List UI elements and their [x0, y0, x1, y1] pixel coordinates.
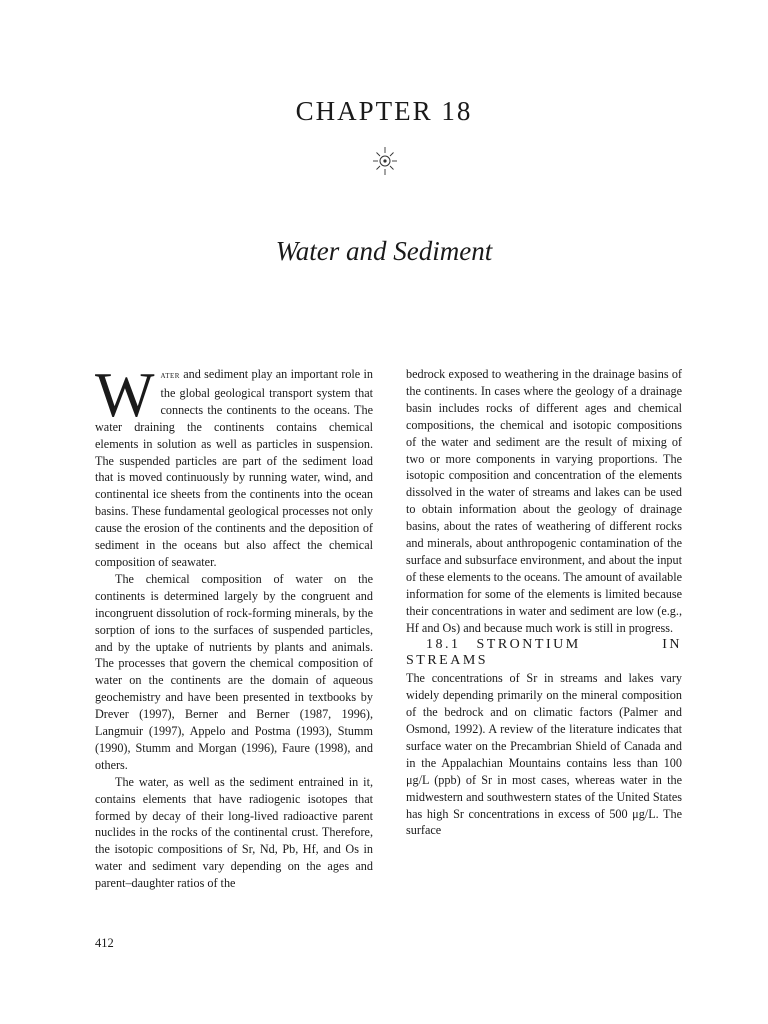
section-number: 18.1	[426, 636, 461, 652]
right-column	[406, 366, 682, 839]
drop-cap: W	[95, 360, 155, 430]
paragraph-text: and sediment play an important role in the global geological transport system that connects the continents to the oceans. The water draining the continents contains chemical elements in solution as well as particles in suspension. The suspended particles are part of the sediment load that is moved continuously by running water, wind, and continental ice sheets from the continents into the ocean basins. These fundamental geological processes not only cause the erosion of the continents and the deposition of sediment in the oceans but also affect the chemical composition of seawater.	[95, 367, 373, 569]
chapter-title: Water and Sediment	[275, 236, 493, 266]
section-heading	[406, 637, 682, 671]
intro-paragraph	[95, 360, 373, 571]
chapter-number: CHAPTER 18	[295, 96, 473, 126]
section-title: STRONTIUM IN STREAMS	[406, 636, 682, 669]
page-number: 412	[95, 936, 114, 950]
left-column	[95, 360, 373, 892]
continued-paragraph: bedrock exposed to weathering in the drainage basins of the continents. In cases where the geology of a drainage basin includes rocks of different ages and chemical compositions, the chemical and isotopic compositions of the water and sediment are the result of mixing of two or more components in varying proportions. The isotopic composition and concentration of the elements dissolved in the water of streams and lakes can be used to obtain information about the geology of drainage basins, about the rates of weathering of different rocks and minerals, about anthropogenic contamination of the surface and subsurface environment, and about the input of these elements to the oceans. The amount of available information for some of the elements is limited because their concentrations in water and sediment are low (e.g., Hf and Os) and because much work is still in progress.	[406, 367, 682, 635]
section-paragraph: The concentrations of Sr in streams and lakes vary widely depending primarily on the mineral composition of the bedrock and on climatic factors (Palmer and Osmond, 1992). A review of the literature indicates that surface water on the Precambrian Shield of Canada and in the Appalachian Mountains contains less than 100 μg/L (ppb) of Sr in most cases, whereas water in the midwestern and southwestern states of the United States has high Sr concentrations in excess of 500 μg/L. The surface	[406, 671, 682, 838]
sun-ornament-icon	[371, 144, 399, 178]
body-paragraph: The water, as well as the sediment entrained in it, contains elements that have radiogenic isotopes that formed by decay of their long-lived radioactive parent nuclides in the rocks of the continental crust. Therefore, the isotopic compositions of Sr, Nd, Pb, Hf, and Os in water and sediment vary depending on the ages and parent–daughter ratios of the	[95, 774, 373, 891]
lead-in-caps: ater	[160, 370, 180, 381]
body-paragraph: The chemical composition of water on the continents is determined largely by the congruent and incongruent dissolution of rock-forming minerals, by the sorption of ions to the surfaces of suspended particles, and by the uptake of nutrients by plants and animals. The processes that govern the chemical composition of water on the continents are the domain of aqueous geochemistry and have been presented in textbooks by Drever (1997), Berner and Berner (1987, 1996), Langmuir (1997), Appelo and Postma (1993), Stumm (1990), Stumm and Morgan (1996), Faure (1998), and others.	[95, 571, 373, 772]
